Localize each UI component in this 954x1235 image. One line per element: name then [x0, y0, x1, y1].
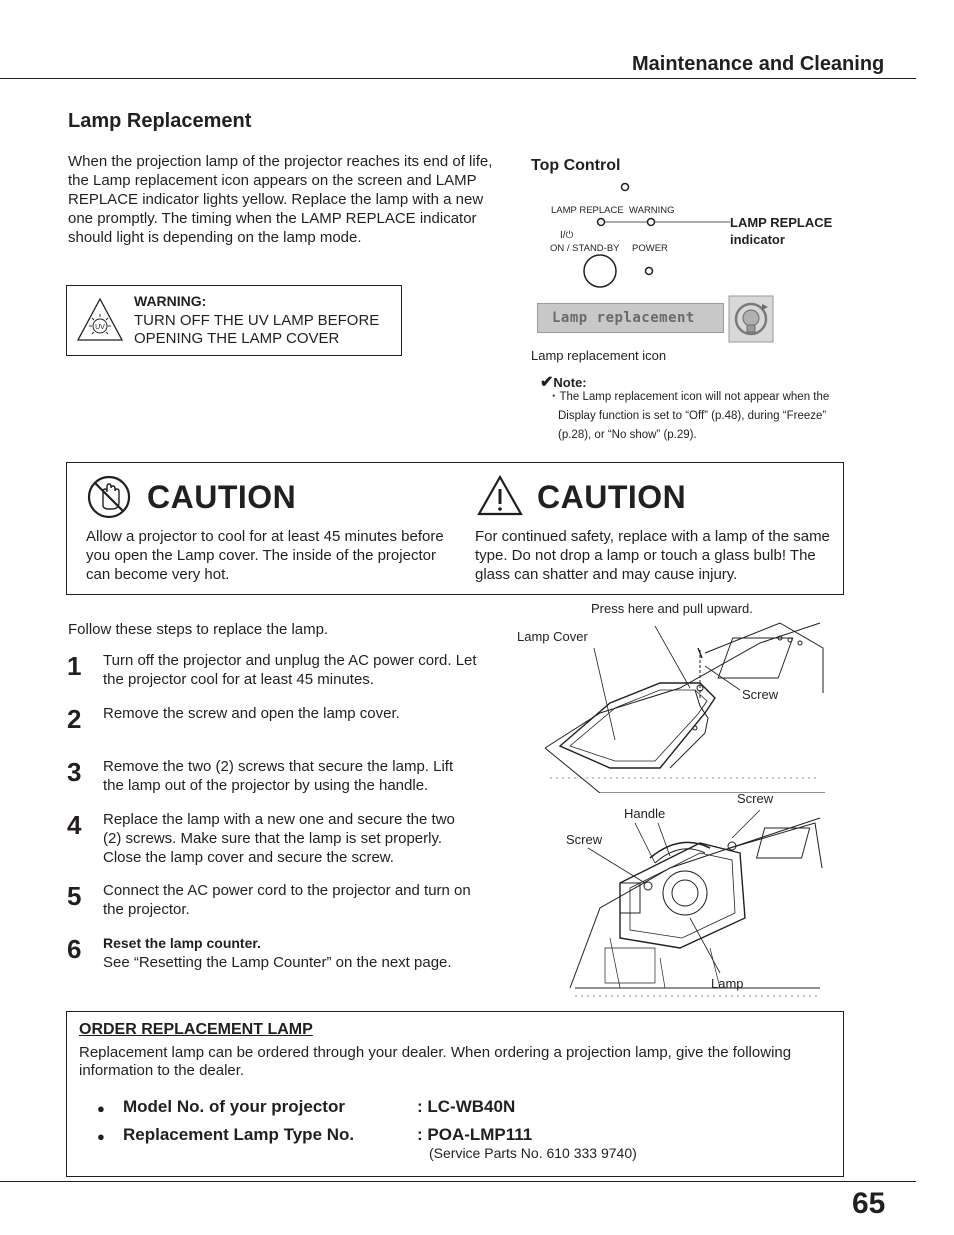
warning-box: [66, 285, 402, 356]
warning-triangle-icon: [477, 475, 523, 517]
order-item-label: Model No. of your projector: [123, 1097, 345, 1116]
top-control-title: Top Control: [531, 157, 621, 174]
step-6-text: See “Resetting the Lamp Counter” on the next page.: [103, 954, 452, 971]
lamp-cover-label: Lamp Cover: [517, 629, 588, 644]
step-text: [103, 934, 483, 972]
caution-text-left: Allow a projector to cool for at least 45 minutes before you open the Lamp cover. The inside of the projector can become very hot.: [86, 528, 444, 583]
step-number: 2: [67, 704, 82, 734]
footer-rule: [0, 1181, 916, 1182]
step-text: Connect the AC power cord to the projector and turn on the projector.: [103, 882, 471, 918]
warning-heading: WARNING:: [134, 293, 207, 309]
hand-stop-icon: [87, 475, 131, 519]
lamp-replacement-bar: [537, 303, 724, 333]
lamp-cover-diagram: [540, 618, 825, 793]
press-here-label: Press here and pull upward.: [591, 601, 753, 616]
caution-box: [66, 462, 844, 595]
checkmark-icon: ✔: [540, 374, 554, 391]
lamp-label: Lamp: [711, 976, 744, 991]
lamp-replacement-bar-text: Lamp replacement: [552, 310, 695, 326]
screw-label-right: Screw: [737, 791, 774, 806]
step-text: Turn off the projector and unplug the AC power cord. Let the projector cool for at least 45 minutes.: [103, 652, 477, 688]
caution-title-right: CAUTION: [537, 479, 687, 515]
screw-label-top: Screw: [742, 687, 779, 702]
warning-panel-label: WARNING: [629, 205, 675, 216]
step-number: 5: [67, 881, 82, 911]
step-number: 6: [67, 934, 82, 964]
caution-text-right: For continued safety, replace with a lamp of the same type. Do not drop a lamp or touch a glass bulb! The glass can shatter and may cause injury.: [475, 528, 830, 583]
step-number: 1: [67, 651, 82, 681]
warning-line-2: OPENING THE LAMP COVER: [134, 330, 340, 347]
page-number: 65: [852, 1187, 886, 1220]
step-text: Replace the lamp with a new one and secure the two (2) screws. Make sure that the lamp is set properly. Close the lamp cover and secure the screw.: [103, 811, 455, 866]
lamp-removal-diagram: [560, 808, 825, 998]
callout-line-1: LAMP REPLACE: [730, 215, 833, 230]
step-text: Remove the two (2) screws that secure the lamp. Lift the lamp out of the projector by using the handle.: [103, 758, 454, 794]
screw-label-left: Screw: [566, 832, 603, 847]
uv-warning-icon: [75, 296, 125, 344]
power-label: POWER: [632, 243, 668, 254]
on-standby-label: ON / STAND-BY: [550, 243, 620, 254]
step-text: Remove the screw and open the lamp cover.: [103, 705, 400, 722]
steps-intro: Follow these steps to replace the lamp.: [68, 621, 329, 638]
step-number: 3: [67, 757, 82, 787]
handle-label: Handle: [624, 806, 666, 821]
svg-text:UV: UV: [95, 324, 105, 331]
section-header: Maintenance and Cleaning: [632, 53, 885, 75]
order-title: ORDER REPLACEMENT LAMP: [79, 1021, 313, 1038]
order-item-value: : LC-WB40N: [417, 1097, 516, 1116]
lamp-replace-panel-label: LAMP REPLACE: [551, 205, 624, 216]
lamp-replacement-icon: [728, 295, 774, 343]
note-heading: ✔Note:: [540, 374, 587, 391]
note-text: ・The Lamp replacement icon will not appear when the Display function is set to “Off” (p.48), during “Freeze” (p.28), or “No show” (p.29).: [548, 391, 830, 441]
lamp-replace-indicator-callout: [730, 214, 832, 248]
step-number: 4: [67, 810, 82, 840]
header-rule: [0, 78, 916, 79]
page-title: Lamp Replacement: [68, 110, 252, 132]
order-box: [66, 1011, 844, 1177]
order-item-label: Replacement Lamp Type No.: [123, 1125, 355, 1144]
caution-title-left: CAUTION: [147, 479, 297, 515]
lamp-icon-caption: Lamp replacement icon: [531, 348, 667, 363]
order-item-value: : POA-LMP111: [417, 1125, 533, 1144]
bullet-icon: ●: [97, 1101, 105, 1116]
warning-line-1: TURN OFF THE UV LAMP BEFORE: [134, 312, 380, 329]
on-standby-symbol: I/⏻: [560, 230, 574, 241]
bullet-icon: ●: [97, 1129, 105, 1144]
intro-paragraph: When the projection lamp of the projector reaches its end of life, the Lamp replacement icon appears on the screen and LAMP REPLACE indicator lights yellow. Replace the lamp with a new one promptly. The timing when the LAMP REPLACE indicator should light is depending on the lamp mode.: [68, 153, 493, 246]
order-text: Replacement lamp can be ordered through your dealer. When ordering a projection lamp, give the following information to the dealer.: [79, 1044, 792, 1079]
step-6-bold: Reset the lamp counter.: [103, 935, 261, 951]
callout-line-2: indicator: [730, 232, 785, 247]
service-parts-number: (Service Parts No. 610 333 9740): [429, 1145, 637, 1161]
